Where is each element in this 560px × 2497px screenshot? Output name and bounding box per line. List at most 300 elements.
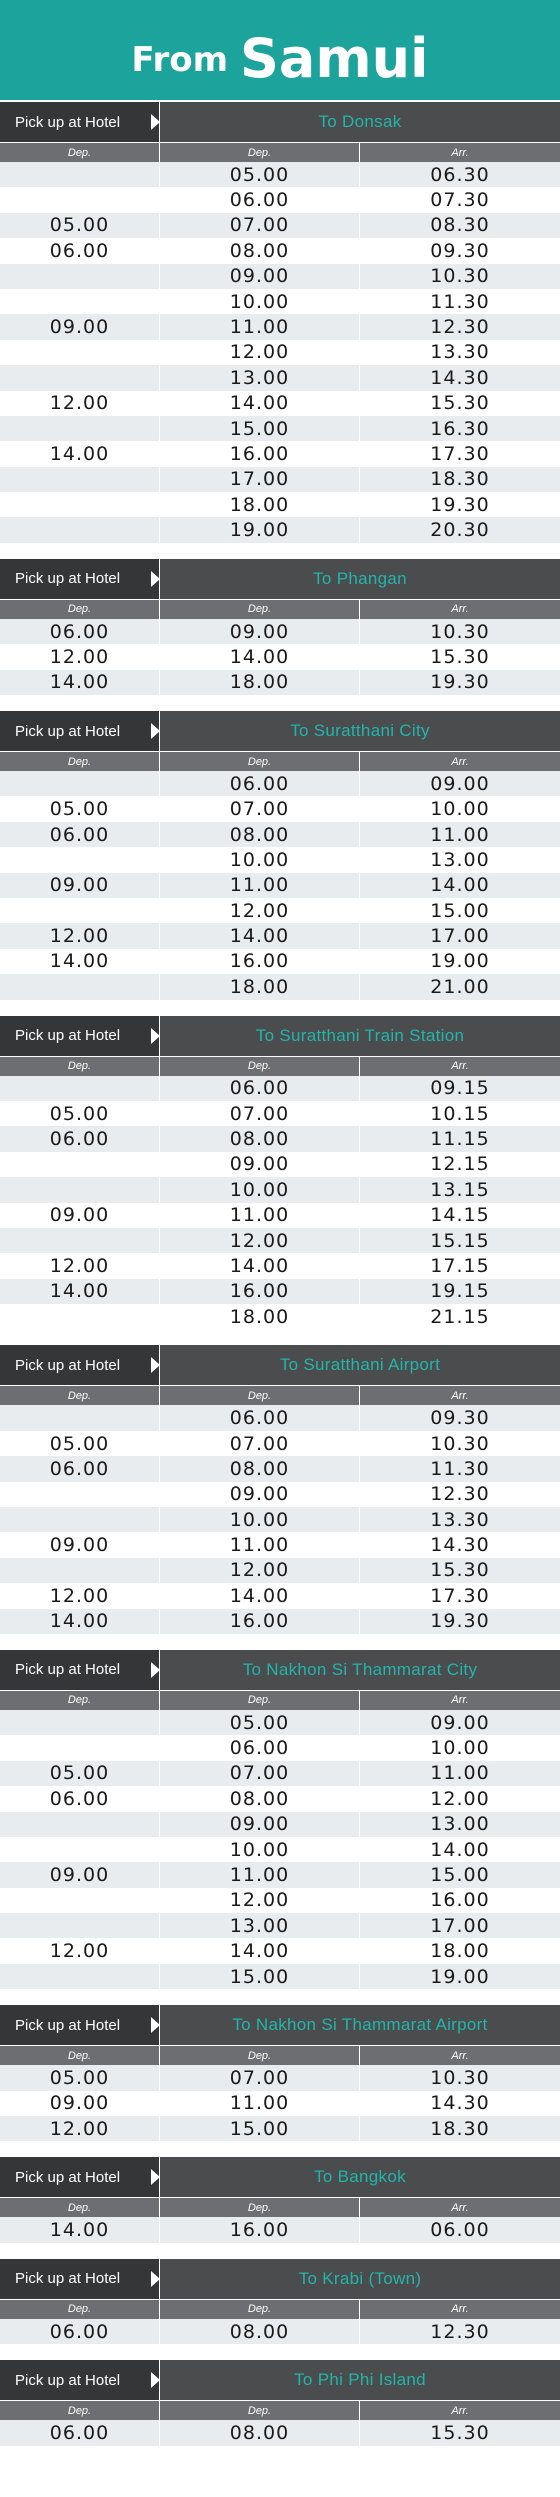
departure-time: 08.00 xyxy=(160,1456,360,1481)
schedule-rows xyxy=(0,2217,560,2256)
route-header xyxy=(0,2005,560,2045)
arrival-time: 19.30 xyxy=(430,671,490,694)
arr-header: Arr. xyxy=(451,1694,469,1707)
pickup-time: 14.00 xyxy=(0,1609,160,1634)
arrow-right-icon xyxy=(151,2017,160,2033)
table-row xyxy=(0,1304,560,1329)
table-row xyxy=(0,492,560,517)
table-row xyxy=(0,1177,560,1202)
table-row xyxy=(0,162,560,187)
table-row xyxy=(0,1253,560,1278)
arrival-time: 11.30 xyxy=(430,290,490,313)
departure-time: 09.00 xyxy=(160,264,360,289)
pickup-label xyxy=(0,2005,160,2045)
schedule-rows xyxy=(0,1710,560,2003)
departure-time: 08.00 xyxy=(160,1786,360,1811)
table-row xyxy=(0,2116,560,2141)
table-row xyxy=(0,822,560,847)
arr-header: Arr. xyxy=(451,2049,469,2062)
arrow-right-icon xyxy=(151,1357,160,1373)
pickup-dep-header: Dep. xyxy=(0,1057,160,1076)
arrival-time: 21.15 xyxy=(430,1305,490,1328)
departure-time: 08.00 xyxy=(160,822,360,847)
column-headers xyxy=(0,2400,560,2420)
arrow-right-icon xyxy=(151,571,160,587)
departure-time: 12.00 xyxy=(160,1558,360,1583)
route-list xyxy=(0,100,560,2460)
arrival-time: 09.00 xyxy=(430,1711,490,1734)
departure-time: 19.00 xyxy=(160,517,360,542)
arrival-time: 11.30 xyxy=(430,1457,490,1480)
arrival-time: 09.00 xyxy=(430,772,490,795)
pickup-time xyxy=(0,1710,160,1735)
arr-header: Arr. xyxy=(451,2201,469,2214)
table-row xyxy=(0,441,560,466)
arrival-time: 12.30 xyxy=(430,316,490,339)
pickup-time xyxy=(0,1304,160,1329)
departure-time: 18.00 xyxy=(160,974,360,999)
departure-time: 15.00 xyxy=(160,1964,360,1989)
pickup-label xyxy=(0,2259,160,2299)
title-from: From xyxy=(131,40,229,80)
pickup-time xyxy=(0,1812,160,1837)
route-header xyxy=(0,1016,560,1056)
dep-header: Dep. xyxy=(160,2046,360,2065)
pickup-label xyxy=(0,2360,160,2400)
pickup-time: 06.00 xyxy=(0,619,160,644)
departure-time: 14.00 xyxy=(160,1938,360,1963)
pickup-time xyxy=(0,264,160,289)
route-header xyxy=(0,2360,560,2400)
arrival-time: 09.30 xyxy=(430,1407,490,1430)
arrival-time: 10.30 xyxy=(430,2066,490,2089)
pickup-time: 05.00 xyxy=(0,1431,160,1456)
route-section xyxy=(0,557,560,709)
arrival-time: 17.00 xyxy=(430,1914,490,1937)
table-row xyxy=(0,1431,560,1456)
pickup-time: 14.00 xyxy=(0,2217,160,2242)
pickup-time: 05.00 xyxy=(0,1761,160,1786)
table-row xyxy=(0,1126,560,1151)
table-row xyxy=(0,365,560,390)
table-row xyxy=(0,923,560,948)
arrival-time: 13.30 xyxy=(430,341,490,364)
arrival-time: 15.30 xyxy=(430,645,490,668)
arrival-time: 19.00 xyxy=(430,1965,490,1988)
departure-time: 06.00 xyxy=(160,1076,360,1101)
arrival-time: 13.00 xyxy=(430,848,490,871)
table-row xyxy=(0,1152,560,1177)
pickup-time xyxy=(0,1076,160,1101)
departure-time: 16.00 xyxy=(160,441,360,466)
departure-time: 09.00 xyxy=(160,619,360,644)
arrival-time: 19.15 xyxy=(430,1280,490,1303)
destination-title: To Nakhon Si Thammarat Airport xyxy=(232,2015,488,2035)
departure-time: 15.00 xyxy=(160,2116,360,2141)
route-section xyxy=(0,1343,560,1648)
table-row xyxy=(0,2420,560,2445)
departure-time: 06.00 xyxy=(160,1735,360,1760)
arr-header: Arr. xyxy=(451,2303,469,2316)
departure-time: 11.00 xyxy=(160,1203,360,1228)
pickup-dep-header: Dep. xyxy=(0,600,160,619)
table-row xyxy=(0,949,560,974)
route-section xyxy=(0,2257,560,2358)
departure-time: 14.00 xyxy=(160,923,360,948)
table-row xyxy=(0,213,560,238)
schedule-rows xyxy=(0,1076,560,1344)
pickup-time: 12.00 xyxy=(0,644,160,669)
route-section xyxy=(0,2358,560,2459)
pickup-time xyxy=(0,1228,160,1253)
table-row xyxy=(0,771,560,796)
table-row xyxy=(0,238,560,263)
pickup-time xyxy=(0,1177,160,1202)
table-row xyxy=(0,1101,560,1126)
pickup-time: 06.00 xyxy=(0,2319,160,2344)
table-row xyxy=(0,898,560,923)
title-place: Samui xyxy=(240,27,429,90)
table-row xyxy=(0,2217,560,2242)
arrival-time: 21.00 xyxy=(430,975,490,998)
pickup-time xyxy=(0,1964,160,1989)
arrow-right-icon xyxy=(151,2372,160,2388)
arrival-time: 13.00 xyxy=(430,1813,490,1836)
table-row xyxy=(0,1888,560,1913)
pickup-dep-header: Dep. xyxy=(0,2046,160,2065)
table-row xyxy=(0,619,560,644)
arrival-time: 10.30 xyxy=(430,620,490,643)
departure-time: 18.00 xyxy=(160,1304,360,1329)
arrival-time: 15.15 xyxy=(430,1229,490,1252)
pickup-label xyxy=(0,559,160,599)
departure-time: 13.00 xyxy=(160,1913,360,1938)
arrival-time: 12.00 xyxy=(430,1787,490,1810)
pickup-time: 14.00 xyxy=(0,670,160,695)
departure-time: 07.00 xyxy=(160,796,360,821)
column-headers xyxy=(0,1056,560,1076)
arrow-right-icon xyxy=(151,1662,160,1678)
table-row xyxy=(0,1710,560,1735)
departure-time: 09.00 xyxy=(160,1152,360,1177)
dep-header: Dep. xyxy=(160,2401,360,2420)
departure-time: 10.00 xyxy=(160,1177,360,1202)
departure-time: 12.00 xyxy=(160,1888,360,1913)
arrow-right-icon xyxy=(151,723,160,739)
table-row xyxy=(0,467,560,492)
pickup-time: 06.00 xyxy=(0,1786,160,1811)
departure-time: 16.00 xyxy=(160,1609,360,1634)
arrival-time: 19.30 xyxy=(430,493,490,516)
table-row xyxy=(0,1786,560,1811)
table-row xyxy=(0,1279,560,1304)
departure-time: 16.00 xyxy=(160,949,360,974)
destination-title: To Phangan xyxy=(313,568,407,588)
departure-time: 14.00 xyxy=(160,391,360,416)
departure-time: 07.00 xyxy=(160,1761,360,1786)
arrival-time: 06.00 xyxy=(430,2219,490,2242)
route-header xyxy=(0,1650,560,1690)
destination-title: To Suratthani Train Station xyxy=(255,1025,465,1045)
pickup-text: Pick up at Hotel xyxy=(15,113,121,131)
departure-time: 10.00 xyxy=(160,1507,360,1532)
pickup-label xyxy=(0,1345,160,1385)
table-row xyxy=(0,1203,560,1228)
arrival-time: 09.15 xyxy=(430,1077,490,1100)
pickup-time: 05.00 xyxy=(0,1101,160,1126)
arrival-time: 07.30 xyxy=(430,189,490,212)
arr-header: Arr. xyxy=(451,755,469,768)
pickup-time xyxy=(0,162,160,187)
table-row xyxy=(0,670,560,695)
table-row xyxy=(0,187,560,212)
route-section xyxy=(0,100,560,557)
pickup-dep-header: Dep. xyxy=(0,143,160,162)
destination-title: To Phi Phi Island xyxy=(294,2370,426,2390)
arr-header: Arr. xyxy=(451,146,469,159)
pickup-time: 09.00 xyxy=(0,873,160,898)
table-row xyxy=(0,314,560,339)
arrival-time: 10.15 xyxy=(430,1102,490,1125)
departure-time: 06.00 xyxy=(160,1405,360,1430)
arrival-time: 15.30 xyxy=(430,1559,490,1582)
pickup-text: Pick up at Hotel xyxy=(15,2270,121,2288)
pickup-time xyxy=(0,771,160,796)
arrival-time: 14.30 xyxy=(430,1534,490,1557)
arr-header: Arr. xyxy=(451,1060,469,1073)
pickup-label xyxy=(0,1650,160,1690)
table-row xyxy=(0,1228,560,1253)
arr-header: Arr. xyxy=(451,2404,469,2417)
departure-time: 12.00 xyxy=(160,340,360,365)
departure-time: 08.00 xyxy=(160,2420,360,2445)
pickup-label xyxy=(0,711,160,751)
arrow-right-icon xyxy=(151,2271,160,2287)
destination-title: To Suratthani Airport xyxy=(279,1355,441,1375)
table-row xyxy=(0,1964,560,1989)
arrival-time: 11.00 xyxy=(430,823,490,846)
departure-time: 11.00 xyxy=(160,2091,360,2116)
departure-time: 08.00 xyxy=(160,1126,360,1151)
schedule-rows xyxy=(0,771,560,1014)
departure-time: 06.00 xyxy=(160,187,360,212)
arrival-time: 10.30 xyxy=(430,1432,490,1455)
arrival-time: 09.30 xyxy=(430,239,490,262)
table-row xyxy=(0,391,560,416)
pickup-time xyxy=(0,416,160,441)
pickup-time: 12.00 xyxy=(0,923,160,948)
table-row xyxy=(0,1761,560,1786)
departure-time: 10.00 xyxy=(160,847,360,872)
pickup-time xyxy=(0,1558,160,1583)
departure-time: 07.00 xyxy=(160,213,360,238)
arr-header: Arr. xyxy=(451,603,469,616)
schedule-rows xyxy=(0,162,560,557)
table-row xyxy=(0,416,560,441)
pickup-time: 12.00 xyxy=(0,1938,160,1963)
table-row xyxy=(0,1076,560,1101)
pickup-dep-header: Dep. xyxy=(0,2300,160,2319)
table-row xyxy=(0,289,560,314)
pickup-time xyxy=(0,492,160,517)
table-row xyxy=(0,2065,560,2090)
pickup-time: 06.00 xyxy=(0,238,160,263)
arrow-right-icon xyxy=(151,1028,160,1044)
column-headers xyxy=(0,599,560,619)
table-row xyxy=(0,1862,560,1887)
pickup-time xyxy=(0,1405,160,1430)
pickup-time: 12.00 xyxy=(0,1583,160,1608)
schedule-rows xyxy=(0,2065,560,2155)
departure-time: 12.00 xyxy=(160,1228,360,1253)
arrival-time: 16.00 xyxy=(430,1889,490,1912)
pickup-text: Pick up at Hotel xyxy=(15,1661,121,1679)
pickup-time: 09.00 xyxy=(0,1862,160,1887)
route-header xyxy=(0,102,560,142)
arrival-time: 15.30 xyxy=(430,392,490,415)
pickup-time xyxy=(0,365,160,390)
table-row xyxy=(0,517,560,542)
route-header xyxy=(0,711,560,751)
departure-time: 16.00 xyxy=(160,1279,360,1304)
pickup-time xyxy=(0,467,160,492)
dep-header: Dep. xyxy=(160,1691,360,1710)
pickup-text: Pick up at Hotel xyxy=(15,2168,121,2186)
departure-time: 14.00 xyxy=(160,1583,360,1608)
arrival-time: 19.30 xyxy=(430,1610,490,1633)
pickup-time xyxy=(0,1913,160,1938)
pickup-time xyxy=(0,340,160,365)
dep-header: Dep. xyxy=(160,1386,360,1405)
column-headers xyxy=(0,1690,560,1710)
table-row xyxy=(0,974,560,999)
destination-title: To Krabi (Town) xyxy=(298,2268,422,2288)
pickup-time: 12.00 xyxy=(0,2116,160,2141)
arrival-time: 06.30 xyxy=(430,163,490,186)
pickup-time: 05.00 xyxy=(0,213,160,238)
arrival-time: 14.00 xyxy=(430,874,490,897)
destination-title: To Suratthani City xyxy=(290,721,430,741)
arrival-time: 12.15 xyxy=(430,1153,490,1176)
pickup-time xyxy=(0,187,160,212)
arrival-time: 15.30 xyxy=(430,2421,490,2444)
table-row xyxy=(0,1507,560,1532)
arrival-time: 12.30 xyxy=(430,2320,490,2343)
departure-time: 05.00 xyxy=(160,162,360,187)
pickup-label xyxy=(0,102,160,142)
arrival-time: 16.30 xyxy=(430,417,490,440)
table-row xyxy=(0,1812,560,1837)
pickup-time xyxy=(0,1735,160,1760)
departure-time: 08.00 xyxy=(160,238,360,263)
pickup-time: 12.00 xyxy=(0,391,160,416)
dep-header: Dep. xyxy=(160,143,360,162)
departure-time: 13.00 xyxy=(160,365,360,390)
departure-time: 11.00 xyxy=(160,1532,360,1557)
departure-time: 17.00 xyxy=(160,467,360,492)
table-row xyxy=(0,1558,560,1583)
pickup-time xyxy=(0,1152,160,1177)
table-row xyxy=(0,1837,560,1862)
route-header xyxy=(0,559,560,599)
pickup-text: Pick up at Hotel xyxy=(15,722,121,740)
column-headers xyxy=(0,1385,560,1405)
pickup-dep-header: Dep. xyxy=(0,1386,160,1405)
arrival-time: 10.00 xyxy=(430,798,490,821)
table-row xyxy=(0,1482,560,1507)
schedule-rows xyxy=(0,619,560,709)
pickup-time: 09.00 xyxy=(0,314,160,339)
route-header xyxy=(0,2157,560,2197)
arrival-time: 10.00 xyxy=(430,1737,490,1760)
arrival-time: 08.30 xyxy=(430,214,490,237)
arrival-time: 14.30 xyxy=(430,366,490,389)
departure-time: 15.00 xyxy=(160,416,360,441)
table-row xyxy=(0,264,560,289)
pickup-time: 14.00 xyxy=(0,1279,160,1304)
arrival-time: 15.00 xyxy=(430,1864,490,1886)
column-headers xyxy=(0,2197,560,2217)
pickup-time: 09.00 xyxy=(0,1532,160,1557)
arrival-time: 19.00 xyxy=(430,950,490,973)
table-row xyxy=(0,2319,560,2344)
destination-title: To Nakhon Si Thammarat City xyxy=(242,1659,478,1679)
table-row xyxy=(0,1938,560,1963)
arrival-time: 15.00 xyxy=(430,899,490,922)
pickup-label xyxy=(0,1016,160,1056)
route-section xyxy=(0,1014,560,1344)
arrival-time: 13.15 xyxy=(430,1178,490,1201)
table-row xyxy=(0,1456,560,1481)
pickup-time xyxy=(0,847,160,872)
arrival-time: 18.00 xyxy=(430,1940,490,1963)
destination-title: To Bangkok xyxy=(314,2167,406,2187)
column-headers xyxy=(0,751,560,771)
table-row xyxy=(0,2091,560,2116)
pickup-text: Pick up at Hotel xyxy=(15,1027,121,1045)
arrival-time: 14.00 xyxy=(430,1838,490,1861)
arrival-time: 14.30 xyxy=(430,2092,490,2115)
dep-header: Dep. xyxy=(160,752,360,771)
departure-time: 05.00 xyxy=(160,1710,360,1735)
pickup-time: 06.00 xyxy=(0,1126,160,1151)
departure-time: 07.00 xyxy=(160,2065,360,2090)
departure-time: 11.00 xyxy=(160,314,360,339)
arrival-time: 17.00 xyxy=(430,925,490,948)
pickup-time: 14.00 xyxy=(0,441,160,466)
departure-time: 09.00 xyxy=(160,1482,360,1507)
table-row xyxy=(0,1583,560,1608)
pickup-dep-header: Dep. xyxy=(0,1691,160,1710)
title-banner xyxy=(0,0,560,100)
pickup-time xyxy=(0,1507,160,1532)
departure-time: 12.00 xyxy=(160,898,360,923)
column-headers xyxy=(0,2299,560,2319)
pickup-dep-header: Dep. xyxy=(0,752,160,771)
dep-header: Dep. xyxy=(160,1057,360,1076)
pickup-time: 06.00 xyxy=(0,2420,160,2445)
arrival-time: 18.30 xyxy=(430,2117,490,2140)
schedule-rows xyxy=(0,2319,560,2358)
pickup-time: 05.00 xyxy=(0,2065,160,2090)
departure-time: 11.00 xyxy=(160,873,360,898)
departure-time: 14.00 xyxy=(160,1253,360,1278)
pickup-text: Pick up at Hotel xyxy=(15,2016,121,2034)
departure-time: 18.00 xyxy=(160,670,360,695)
dep-header: Dep. xyxy=(160,2198,360,2217)
arrow-right-icon xyxy=(151,2169,160,2185)
table-row xyxy=(0,340,560,365)
